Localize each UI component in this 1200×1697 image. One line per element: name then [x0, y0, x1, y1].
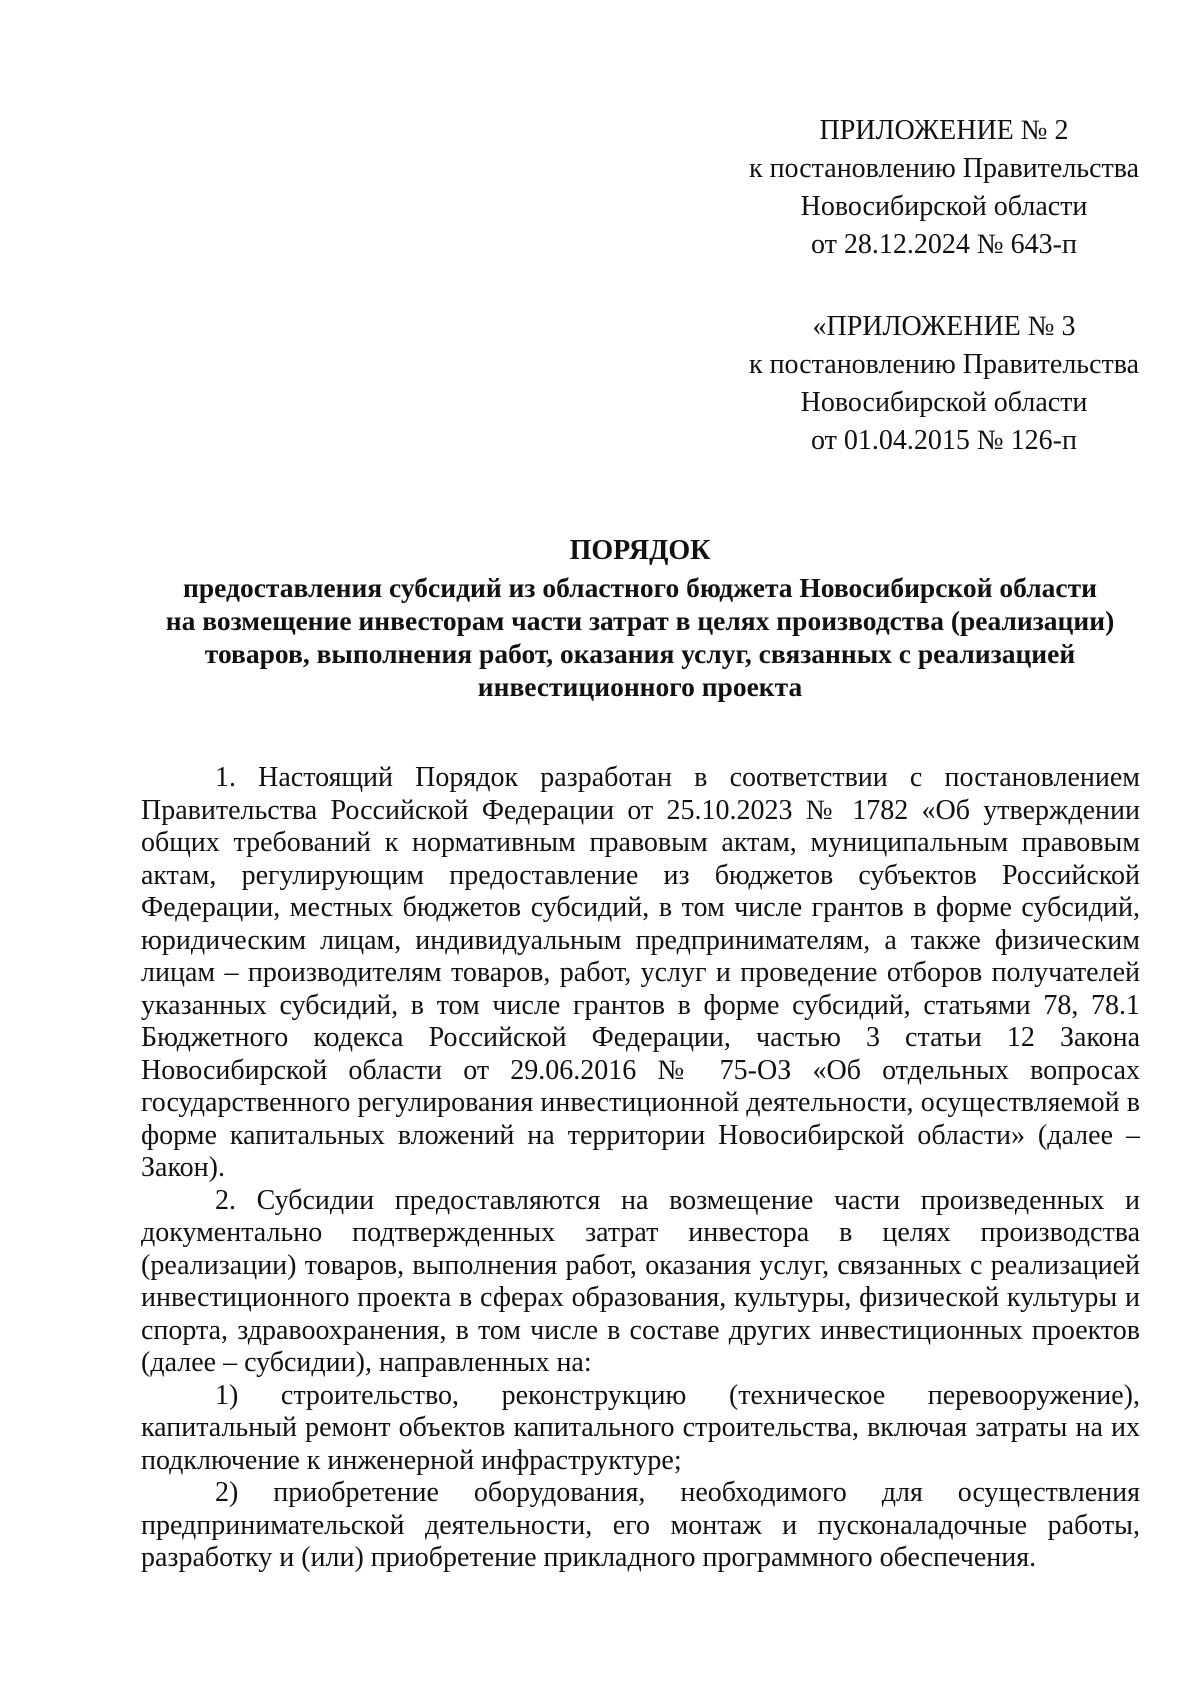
appendix-2-reference: к постановлению Правительства [748, 153, 1140, 184]
paragraph-1: 1. Настоящий Порядок разработан в соответствии с постановлением Правительства Российской Федерации от 25.10.2023 № 1782 «Об утверждении общих требований к нормативным правовым актам, муниципальным правовым актам, регулирующим предоставление из бюджетов субъектов Российской Федерации, местных бюджетов субсидий, в том числе грантов в форме субсидий, юридическим лицам, индивидуальным предпринимателям, а также физическим лицам – производителям товаров, работ, услуг и проведение отборов получателей указанных субсидий, в том числе грантов в форме субсидий, статьями 78, 78.1 Бюджетного кодекса Российской Федерации, частью 3 статьи 12 Закона Новосибирской области от 29.06.2016 № 75-ОЗ «Об отдельных вопросах государственного регулирования инвестиционной деятельности, осуществляемой в форме капитальных вложений на территории Новосибирской области» (далее – Закон). [141, 762, 1140, 1183]
paragraph-2: 2. Субсидии предоставляются на возмещение части произведенных и документально подтвержденных затрат инвестора в целях производства (реализации) товаров, выполнения работ, оказания услуг, связанных с реализацией инвестиционного проекта в сферах образования, культуры, физической культуры и спорта, здравоохранения, в том числе в составе других инвестиционных проектов (далее – субсидии), направленных на: [141, 1184, 1140, 1378]
paragraph-2-item-1: 1) строительство, реконструкцию (техническое перевооружение), капитальный ремонт объектов капитального строительства, включая затраты на их подключение к инженерной инфраструктуре; [141, 1379, 1140, 1476]
document-subtitle-line: на возмещение инвесторам части затрат в целях производства (реализации) [165, 605, 1115, 636]
document-subtitle-line: инвестиционного проекта [477, 671, 803, 702]
appendix-2-header [724, 112, 1164, 264]
document-subtitle-line: товаров, выполнения работ, оказания услуг, связанных с реализацией [204, 638, 1076, 669]
appendix-3-reference: к постановлению Правительства [748, 349, 1140, 380]
appendix-2-number: ПРИЛОЖЕНИЕ № 2 [819, 115, 1069, 146]
document-heading [142, 534, 1138, 703]
appendix-3-header [724, 308, 1164, 460]
appendix-2-region: Новосибирской области [800, 191, 1088, 222]
appendix-3-date: от 01.04.2015 № 126-п [811, 425, 1077, 456]
document-subtitle-line: предоставления субсидий из областного бюджета Новосибирской области [183, 572, 1097, 603]
appendix-2-date: от 28.12.2024 № 643-п [811, 229, 1077, 260]
document-title: ПОРЯДОК [569, 535, 711, 566]
appendix-3-region: Новосибирской области [800, 387, 1088, 418]
paragraph-2-item-2: 2) приобретение оборудования, необходимого для осуществления предпринимательской деятельности, его монтаж и пусконаладочные работы, разработку и (или) приобретение прикладного программного обеспечения. [141, 1477, 1140, 1573]
appendix-3-number: «ПРИЛОЖЕНИЕ № 3 [812, 311, 1076, 342]
document-body [141, 762, 1140, 1575]
